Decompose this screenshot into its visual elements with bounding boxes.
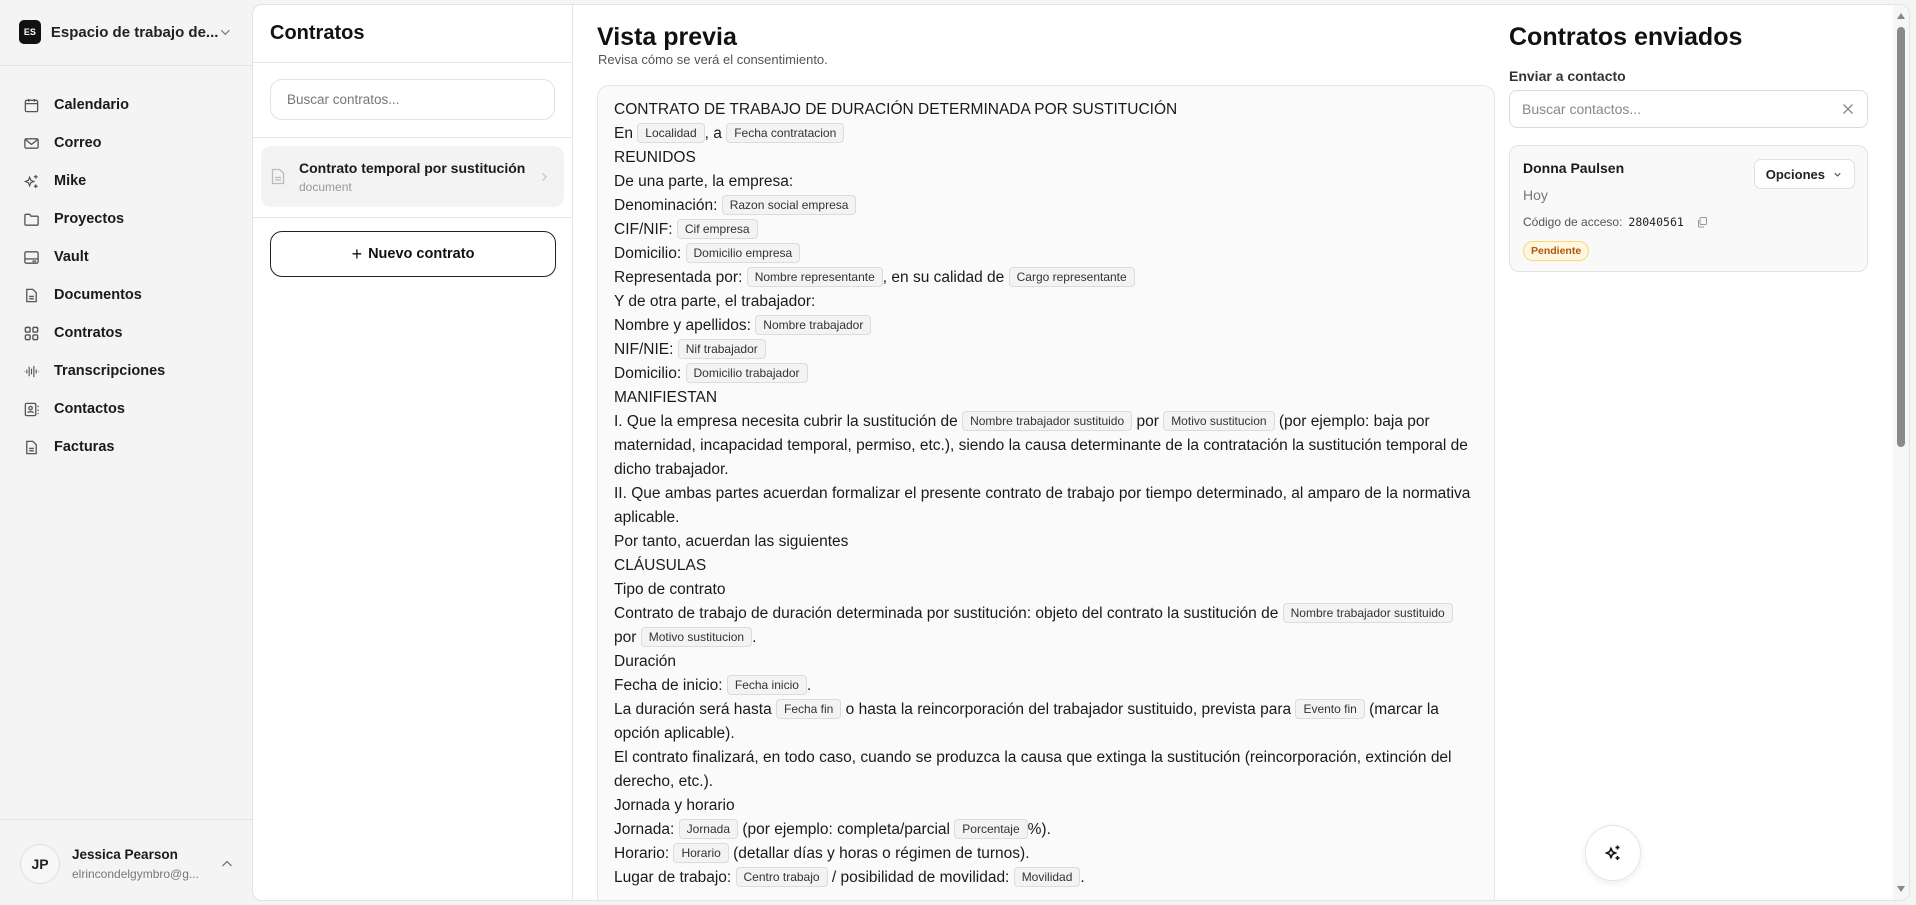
main-content <box>252 4 1910 901</box>
invoice-icon <box>23 439 40 456</box>
doc-line: REUNIDOS <box>614 149 696 166</box>
field-chip-nombre-trabajador[interactable]: Nombre trabajador <box>755 315 871 335</box>
sidebar-item-label: Transcripciones <box>54 363 166 379</box>
access-code-row <box>1523 215 1708 229</box>
scroll-down-arrow[interactable] <box>1897 886 1905 892</box>
sidebar-nav <box>0 86 252 466</box>
divider <box>253 62 572 63</box>
contract-list-item[interactable] <box>261 146 564 207</box>
doc-line: Nombre y apellidos: Nombre trabajador <box>614 314 1478 338</box>
contracts-title: Contratos <box>270 22 365 44</box>
field-chip-evento-fin[interactable]: Evento fin <box>1295 699 1364 719</box>
user-email: elrincondelgymbro@g... <box>72 867 199 881</box>
grid-icon <box>23 325 40 342</box>
field-chip-nombre-representante[interactable]: Nombre representante <box>747 267 883 287</box>
field-chip-motivo-sustitucion[interactable]: Motivo sustitucion <box>641 627 752 647</box>
sidebar-item-label: Contratos <box>54 325 123 341</box>
search-contacts-input[interactable] <box>1522 101 1841 117</box>
field-chip-domicilio-empresa[interactable]: Domicilio empresa <box>686 243 801 263</box>
doc-line: Tipo de contrato <box>614 581 726 598</box>
field-chip-porcentaje[interactable]: Porcentaje <box>954 819 1027 839</box>
user-info <box>72 847 219 881</box>
sidebar-item-mike[interactable] <box>0 162 252 200</box>
contact-search <box>1509 90 1868 128</box>
sidebar-item-label: Proyectos <box>54 211 125 227</box>
sparkles-icon <box>1603 843 1623 863</box>
doc-line: Jornada: Jornada (por ejemplo: completa/parcial Porcentaje %). <box>614 821 1051 838</box>
clear-icon[interactable] <box>1841 102 1855 116</box>
field-chip-fecha-contratacion[interactable]: Fecha contratacion <box>726 123 844 143</box>
field-chip-fecha-fin[interactable]: Fecha fin <box>776 699 841 719</box>
sidebar-item-facturas[interactable] <box>0 428 252 466</box>
divider <box>253 137 572 138</box>
search-contracts-input[interactable] <box>270 79 555 120</box>
sidebar-item-label: Vault <box>54 249 89 265</box>
doc-heading: CONTRATO DE TRABAJO DE DURACIÓN DETERMINADA POR SUSTITUCIÓN <box>614 101 1178 118</box>
user-menu[interactable] <box>20 843 235 885</box>
doc-line: MANIFIESTAN <box>614 389 718 406</box>
sidebar-item-documentos[interactable] <box>0 276 252 314</box>
sidebar-item-label: Contactos <box>54 401 125 417</box>
vault-icon <box>23 249 40 266</box>
sent-contract-card <box>1509 145 1868 272</box>
doc-line: Domicilio: Domicilio trabajador <box>614 362 1478 386</box>
workspace-name: Espacio de trabajo de... <box>50 23 219 41</box>
document-icon <box>23 287 40 304</box>
workspace-logo: ES <box>19 20 41 44</box>
avatar: JP <box>20 844 60 884</box>
copy-icon[interactable] <box>1696 216 1708 228</box>
contracts-panel <box>253 5 573 900</box>
sidebar-item-correo[interactable] <box>0 124 252 162</box>
options-label: Opciones <box>1765 166 1825 182</box>
field-chip-motivo-sustitucion[interactable]: Motivo sustitucion <box>1163 411 1274 431</box>
preview-panel <box>574 5 1494 900</box>
folder-icon <box>23 211 40 228</box>
sidebar-item-transcripciones[interactable] <box>0 352 252 390</box>
sidebar-item-label: Mike <box>54 173 87 189</box>
doc-line: Horario: Horario (detallar días y horas o régimen de turnos). <box>614 845 1030 862</box>
preview-subtitle: Revisa cómo se verá el consentimiento. <box>598 52 828 67</box>
doc-line: Jornada y horario <box>614 797 735 814</box>
sidebar-item-label: Correo <box>54 135 102 151</box>
divider <box>0 819 252 820</box>
access-code: 28040561 <box>1628 215 1684 229</box>
doc-line: Y de otra parte, el trabajador: <box>614 293 816 310</box>
ai-assistant-button[interactable] <box>1585 825 1641 881</box>
sent-contracts-title: Contratos enviados <box>1509 23 1743 51</box>
field-chip-horario[interactable]: Horario <box>673 843 728 863</box>
chevron-right-icon <box>538 171 550 183</box>
sidebar-item-label: Facturas <box>54 439 115 455</box>
doc-line: Contrato de trabajo de duración determinada por sustitución: objeto del contrato la sustitución de Nombre trabajador sustituido por Motivo sustitucion . <box>614 602 1478 650</box>
field-chip-nombre-sustituido[interactable]: Nombre trabajador sustituido <box>962 411 1132 431</box>
sidebar <box>0 0 252 905</box>
workspace-switcher[interactable] <box>19 19 233 45</box>
field-chip-razon-social[interactable]: Razon social empresa <box>722 195 857 215</box>
contract-type: document <box>299 179 352 194</box>
chevron-down-icon <box>1832 169 1843 180</box>
field-chip-jornada[interactable]: Jornada <box>679 819 738 839</box>
sidebar-item-label: Documentos <box>54 287 142 303</box>
doc-line: CIF/NIF: Cif empresa <box>614 218 1478 242</box>
status-badge: Pendiente <box>1523 241 1589 261</box>
divider <box>253 217 572 218</box>
access-code-label: Código de acceso: <box>1523 215 1623 229</box>
sidebar-item-calendario[interactable] <box>0 86 252 124</box>
document-icon <box>271 168 285 185</box>
field-chip-movilidad[interactable]: Movilidad <box>1014 867 1081 887</box>
field-chip-nombre-sustituido[interactable]: Nombre trabajador sustituido <box>1283 603 1453 623</box>
doc-line: II. Que ambas partes acuerdan formalizar el presente contrato de trabajo por tiempo determinado, al amparo de la normativa aplicable. <box>614 485 1471 526</box>
send-to-contact-label: Enviar a contacto <box>1509 68 1626 84</box>
field-chip-fecha-inicio[interactable]: Fecha inicio <box>727 675 807 695</box>
doc-line: Domicilio: Domicilio empresa <box>614 242 1478 266</box>
chevron-up-icon <box>219 856 235 872</box>
field-chip-domicilio-trabajador[interactable]: Domicilio trabajador <box>686 363 808 383</box>
sidebar-item-label: Calendario <box>54 97 129 113</box>
field-chip-localidad[interactable]: Localidad <box>637 123 704 143</box>
doc-line: CLÁUSULAS <box>614 557 707 574</box>
new-contract-button[interactable] <box>270 231 556 277</box>
field-chip-cargo-representante[interactable]: Cargo representante <box>1009 267 1135 287</box>
doc-line: La duración será hasta Fecha fin o hasta la reincorporación del trabajador sustituido, prevista para Evento fin (marcar la opción aplicable). <box>614 701 1439 742</box>
sent-contracts-panel <box>1509 5 1889 900</box>
doc-line: I. Que la empresa necesita cubrir la sustitución de Nombre trabajador sustituido por Motivo sustitucion (por ejemplo: baja por maternidad, incapacidad temporal, permiso, etc.), siendo la causa determinante de la contratación la sustitución temporal de dicho trabajador. <box>614 413 1468 478</box>
field-chip-cif-empresa[interactable]: Cif empresa <box>677 219 758 239</box>
doc-line: De una parte, la empresa: <box>614 173 794 190</box>
sidebar-item-proyectos[interactable] <box>0 200 252 238</box>
options-dropdown-button[interactable] <box>1754 159 1855 189</box>
sent-date: Hoy <box>1523 187 1548 203</box>
field-chip-centro-trabajo[interactable]: Centro trabajo <box>736 867 828 887</box>
doc-line: Fecha de inicio: Fecha inicio . <box>614 677 812 694</box>
chevron-down-icon <box>218 24 233 40</box>
plus-icon: + <box>351 243 363 264</box>
doc-line: El contrato finalizará, en todo caso, cuando se produzca la causa que extinga la sustitución (reincorporación, extinción del derecho, etc.). <box>614 749 1452 790</box>
preview-title: Vista previa <box>597 23 737 51</box>
doc-line: Por tanto, acuerdan las siguientes <box>614 533 849 550</box>
scrollbar[interactable] <box>1893 5 1909 900</box>
doc-line: En Localidad , a Fecha contratacion <box>614 122 1478 146</box>
waveform-icon <box>23 363 40 380</box>
contact-card-icon <box>23 401 40 418</box>
doc-line: Denominación: Razon social empresa <box>614 194 1478 218</box>
divider <box>0 65 252 66</box>
new-contract-label: Nuevo contrato <box>368 246 475 262</box>
contract-item-text <box>299 160 538 194</box>
sidebar-item-contactos[interactable] <box>0 390 252 428</box>
doc-line: Representada por: Nombre representante , en su calidad de Cargo representante <box>614 266 1478 290</box>
user-name: Jessica Pearson <box>72 847 178 862</box>
sparkles-icon <box>23 173 40 190</box>
contact-name: Donna Paulsen <box>1523 160 1625 176</box>
scroll-up-arrow[interactable] <box>1897 13 1905 19</box>
doc-line: Lugar de trabajo: Centro trabajo / posibilidad de movilidad: Movilidad . <box>614 869 1085 886</box>
calendar-icon <box>23 97 40 114</box>
mail-icon <box>23 135 40 152</box>
sidebar-item-contratos[interactable] <box>0 314 252 352</box>
contract-title: Contrato temporal por sustitución <box>299 159 526 176</box>
field-chip-nif-trabajador[interactable]: Nif trabajador <box>678 339 766 359</box>
sidebar-item-vault[interactable] <box>0 238 252 276</box>
doc-line: NIF/NIE: Nif trabajador <box>614 338 1478 362</box>
contract-preview-document <box>597 85 1495 901</box>
doc-line: Duración <box>614 653 677 670</box>
scrollbar-thumb[interactable] <box>1897 27 1905 447</box>
